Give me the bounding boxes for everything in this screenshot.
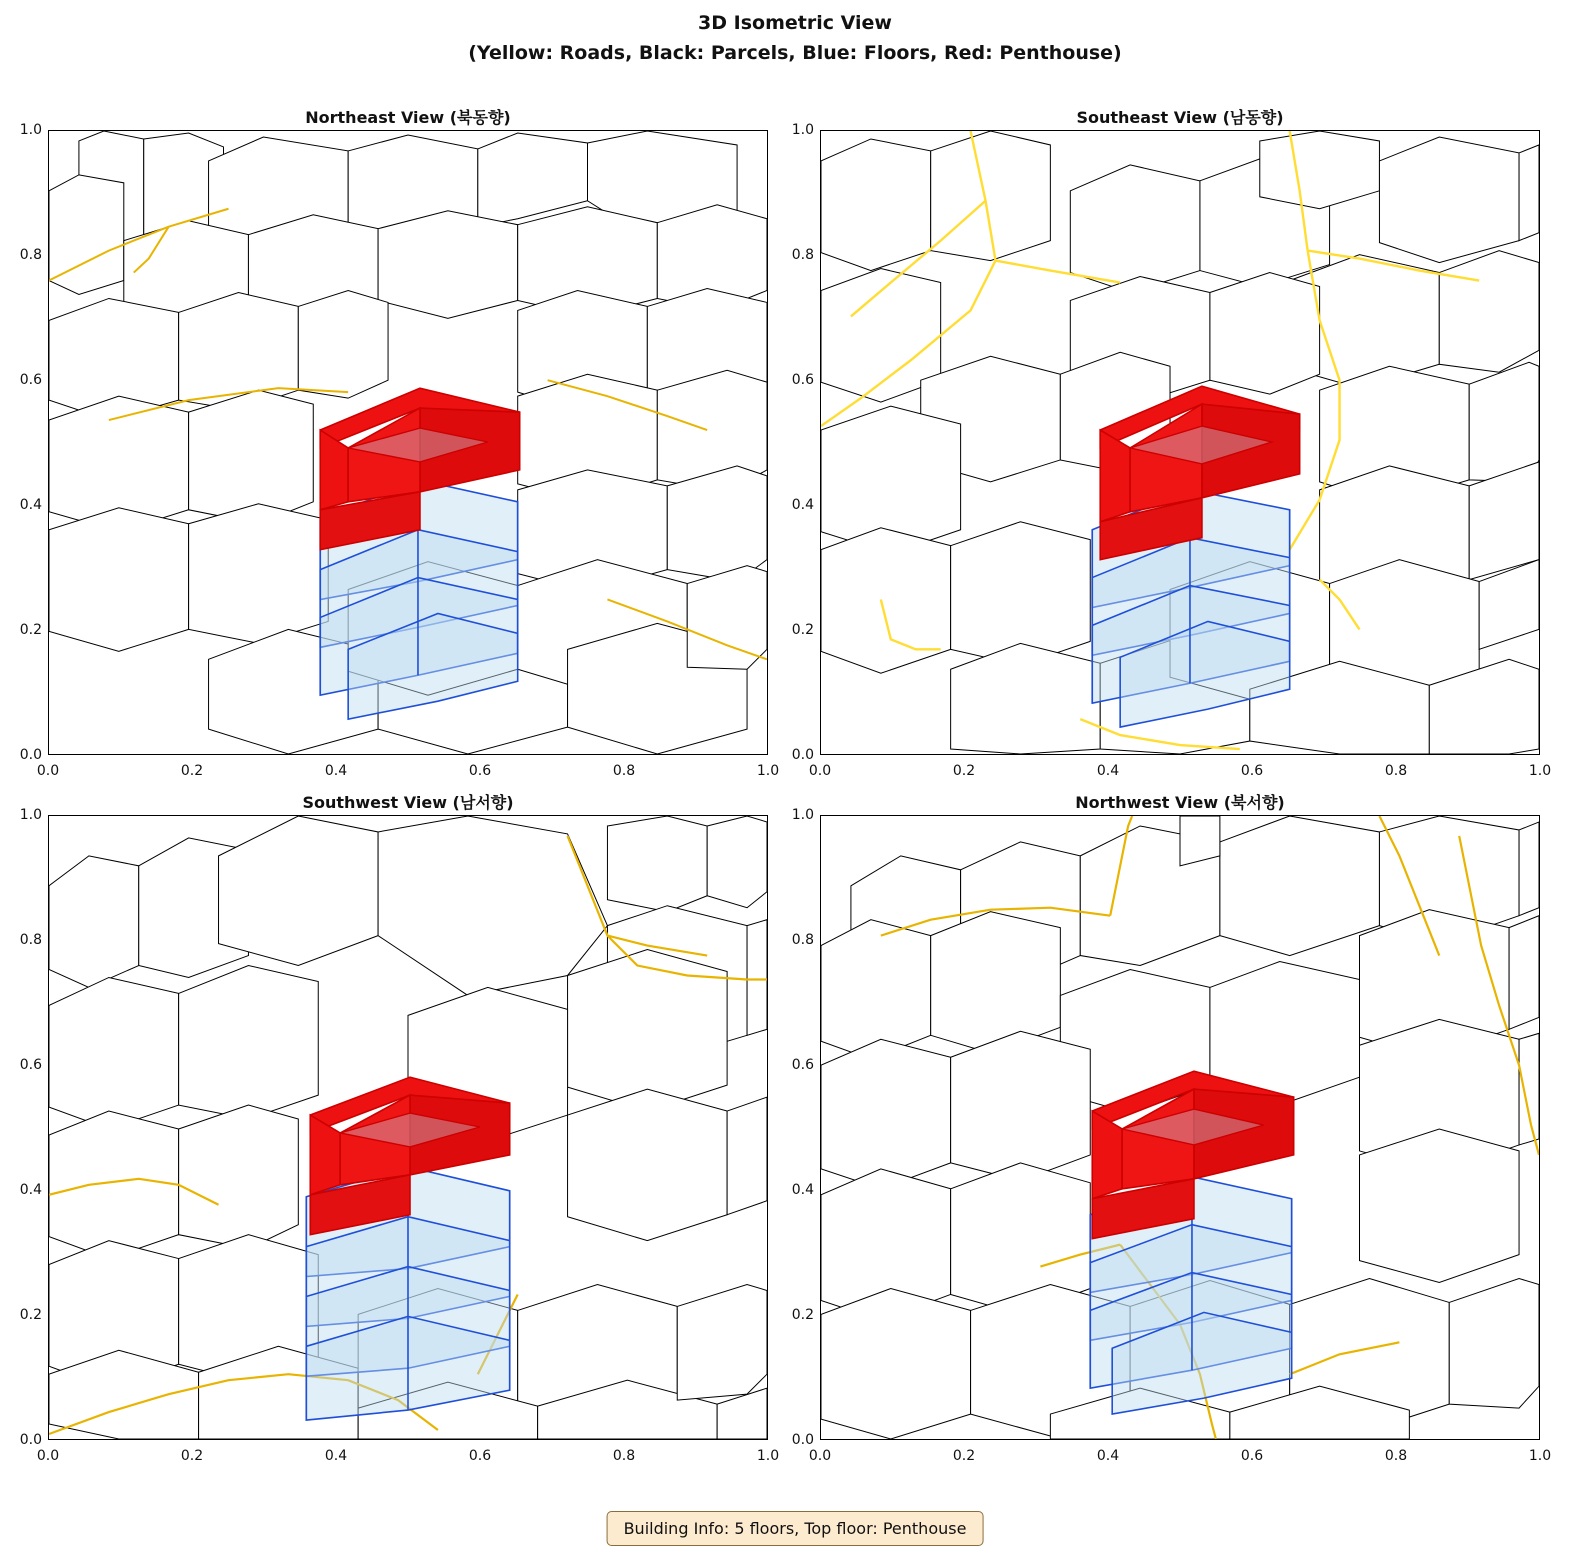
ytick-southeast-4: 0.8 bbox=[791, 247, 814, 263]
ytick-southwest-3: 0.6 bbox=[19, 1057, 42, 1073]
xtick-northeast-5: 1.0 bbox=[756, 763, 780, 779]
ytick-northeast-2: 0.4 bbox=[19, 497, 42, 513]
figure-title-line1: 3D Isometric View bbox=[698, 12, 892, 34]
xtick-southwest-5: 1.0 bbox=[756, 1448, 780, 1464]
ytick-southwest-2: 0.4 bbox=[19, 1182, 42, 1198]
xtick-northwest-1: 0.2 bbox=[952, 1448, 976, 1464]
xtick-southwest-0: 0.0 bbox=[36, 1448, 60, 1464]
ytick-southwest-5: 1.0 bbox=[19, 807, 42, 823]
ytick-northwest-1: 0.2 bbox=[791, 1307, 814, 1323]
ytick-southeast-3: 0.6 bbox=[791, 372, 814, 388]
axes-southwest bbox=[48, 815, 768, 1440]
ytick-southeast-1: 0.2 bbox=[791, 622, 814, 638]
building-info-box: Building Info: 5 floors, Top floor: Penthouse bbox=[607, 1511, 984, 1546]
ytick-northeast-5: 1.0 bbox=[19, 122, 42, 138]
panel-title-southeast: Southeast View (남동향) bbox=[1076, 108, 1284, 127]
xtick-southwest-1: 0.2 bbox=[180, 1448, 204, 1464]
ytick-southwest-4: 0.8 bbox=[19, 932, 42, 948]
scene-southeast bbox=[821, 131, 1539, 754]
xtick-northeast-3: 0.6 bbox=[468, 763, 492, 779]
figure-title-line2: (Yellow: Roads, Black: Parcels, Blue: Floors, Red: Penthouse) bbox=[468, 42, 1122, 64]
ytick-northeast-4: 0.8 bbox=[19, 247, 42, 263]
ytick-northwest-0: 0.0 bbox=[791, 1432, 814, 1448]
xtick-southwest-2: 0.4 bbox=[324, 1448, 348, 1464]
axes-northwest bbox=[820, 815, 1540, 1440]
ytick-northeast-0: 0.0 bbox=[19, 747, 42, 763]
panel-northwest bbox=[791, 793, 1552, 1464]
axes-southeast bbox=[820, 130, 1540, 755]
ytick-southwest-0: 0.0 bbox=[19, 1432, 42, 1448]
xtick-southeast-0: 0.0 bbox=[808, 763, 832, 779]
xtick-northeast-1: 0.2 bbox=[180, 763, 204, 779]
xtick-southwest-3: 0.6 bbox=[468, 1448, 492, 1464]
ytick-northwest-4: 0.8 bbox=[791, 932, 814, 948]
ytick-northwest-5: 1.0 bbox=[791, 807, 814, 823]
ytick-southeast-0: 0.0 bbox=[791, 747, 814, 763]
xtick-southeast-5: 1.0 bbox=[1528, 763, 1552, 779]
xtick-southeast-2: 0.4 bbox=[1096, 763, 1120, 779]
xtick-northwest-0: 0.0 bbox=[808, 1448, 832, 1464]
panel-northeast bbox=[19, 108, 780, 779]
figure-title bbox=[0, 8, 1590, 68]
ytick-northeast-1: 0.2 bbox=[19, 622, 42, 638]
xtick-southwest-4: 0.8 bbox=[612, 1448, 636, 1464]
xtick-northwest-5: 1.0 bbox=[1528, 1448, 1552, 1464]
panel-southeast bbox=[791, 108, 1552, 779]
xtick-northeast-0: 0.0 bbox=[36, 763, 60, 779]
xtick-southeast-1: 0.2 bbox=[952, 763, 976, 779]
scene-northeast bbox=[49, 131, 767, 754]
xtick-northwest-2: 0.4 bbox=[1096, 1448, 1120, 1464]
xtick-northwest-4: 0.8 bbox=[1384, 1448, 1408, 1464]
xtick-northwest-3: 0.6 bbox=[1240, 1448, 1264, 1464]
xtick-southeast-4: 0.8 bbox=[1384, 763, 1408, 779]
xtick-northeast-2: 0.4 bbox=[324, 763, 348, 779]
panel-title-southwest: Southwest View (남서향) bbox=[302, 793, 514, 812]
axes-northeast bbox=[48, 130, 768, 755]
panel-southwest bbox=[19, 793, 780, 1464]
panel-title-northwest: Northwest View (북서향) bbox=[1075, 793, 1285, 812]
scene-southwest bbox=[49, 816, 767, 1439]
ytick-northwest-2: 0.4 bbox=[791, 1182, 814, 1198]
ytick-northwest-3: 0.6 bbox=[791, 1057, 814, 1073]
scene-northwest bbox=[821, 816, 1539, 1439]
ytick-northeast-3: 0.6 bbox=[19, 372, 42, 388]
panel-title-northeast: Northeast View (북동향) bbox=[305, 108, 511, 127]
ytick-southeast-2: 0.4 bbox=[791, 497, 814, 513]
ytick-southeast-5: 1.0 bbox=[791, 122, 814, 138]
xtick-northeast-4: 0.8 bbox=[612, 763, 636, 779]
ytick-southwest-1: 0.2 bbox=[19, 1307, 42, 1323]
xtick-southeast-3: 0.6 bbox=[1240, 763, 1264, 779]
